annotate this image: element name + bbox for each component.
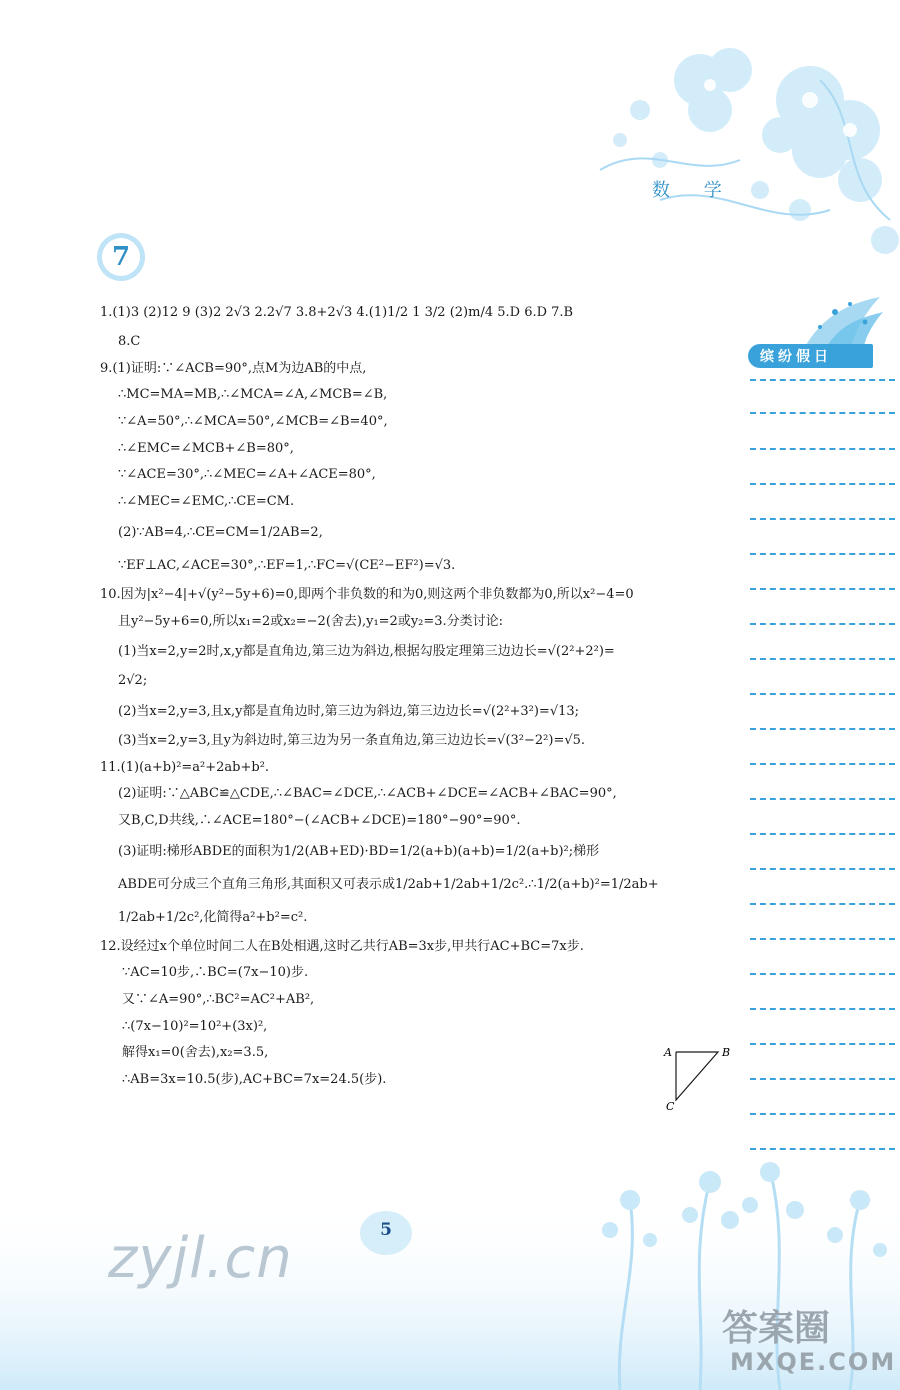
note-line	[750, 623, 895, 625]
note-line	[750, 938, 895, 940]
vertex-label-a: A	[664, 1046, 672, 1059]
answer-line: 2√2;	[118, 673, 148, 689]
note-line	[750, 798, 895, 800]
note-line	[750, 763, 895, 765]
watermark-right-bottom: MXQE.COM	[730, 1348, 897, 1376]
answer-line: 又∵∠A=90°,∴BC²=AC²+AB²,	[122, 992, 315, 1007]
note-line	[750, 1148, 895, 1150]
answer-line: ∵EF⊥AC,∠ACE=30°,∴EF=1,∴FC=√(CE²−EF²)=√3.	[118, 557, 456, 573]
note-line	[750, 1043, 895, 1045]
note-line	[750, 518, 895, 520]
sidebar-label: 缤纷假日	[760, 349, 832, 365]
answer-line: 且y²−5y+6=0,所以x₁=2或x₂=−2(舍去),y₁=2或y₂=3.分类讨论:	[118, 613, 504, 629]
answer-line: ∴(7x−10)²=10²+(3x)²,	[122, 1018, 268, 1034]
answer-line: 又B,C,D共线,∴∠ACE=180°−(∠ACB+∠DCE)=180°−90°=90°.	[118, 812, 521, 828]
note-line	[750, 483, 895, 485]
note-line	[750, 693, 895, 695]
note-line	[750, 379, 895, 381]
answer-line: ∴∠MEC=∠EMC,∴CE=CM.	[118, 494, 295, 510]
note-line	[750, 1078, 895, 1080]
answer-line: (3)证明:梯形ABDE的面积为1/2(AB+ED)·BD=1/2(a+b)(a+b)=1/2(a+b)²;梯形	[118, 843, 600, 859]
answer-line: (2)∵AB=4,∴CE=CM=1/2AB=2,	[118, 524, 323, 540]
note-line	[750, 553, 895, 555]
note-line	[750, 448, 895, 450]
note-line	[750, 973, 895, 975]
subject-title: 数 学	[652, 180, 736, 201]
vertex-label-b: B	[722, 1046, 731, 1059]
answer-line: (3)当x=2,y=3,且y为斜边时,第三边为另一条直角边,第三边边长=√(3²−2²)=√5.	[118, 732, 586, 748]
answer-line: (2)证明:∵△ABC≌△CDE,∴∠BAC=∠DCE,∴∠ACB+∠DCE=∠ACB+∠BAC=90°,	[118, 786, 617, 802]
answer-line: ∵∠A=50°,∴∠MCA=50°,∠MCB=∠B=40°,	[118, 414, 388, 430]
answer-line: (2)当x=2,y=3,且x,y都是直角边时,第三边为斜边,第三边边长=√(2²+3²)=√13;	[118, 703, 580, 719]
note-line	[750, 868, 895, 870]
note-line	[750, 1113, 895, 1115]
note-line	[750, 1008, 895, 1010]
note-line	[750, 658, 895, 660]
answer-content	[100, 296, 740, 1094]
answer-line: ∴MC=MA=MB,∴∠MCA=∠A,∠MCB=∠B,	[118, 387, 388, 403]
watermark-right-top: 答案圈	[722, 1308, 831, 1349]
splash-icon	[795, 292, 885, 352]
note-line	[750, 833, 895, 835]
note-line	[750, 903, 895, 905]
note-line	[750, 412, 895, 414]
answer-line: 8.C	[118, 334, 141, 349]
floral-decoration-top	[560, 40, 900, 290]
right-triangle-figure	[660, 1044, 740, 1116]
answer-line: ABDE可分成三个直角三角形,其面积又可表示成1/2ab+1/2ab+1/2c².∴1/2(a+b)²=1/2ab+	[118, 876, 659, 892]
answer-line: 11.(1)(a+b)²=a²+2ab+b².	[100, 759, 270, 775]
answer-line: ∵∠ACE=30°,∴∠MEC=∠A+∠ACE=80°,	[118, 467, 376, 483]
answer-line: 1/2ab+1/2c²,化简得a²+b²=c².	[118, 909, 308, 925]
answer-line: 9.(1)证明:∵∠ACB=90°,点M为边AB的中点,	[100, 360, 367, 376]
note-line	[750, 728, 895, 730]
answer-line: 解得x₁=0(舍去),x₂=3.5,	[122, 1045, 269, 1061]
answer-line: (1)当x=2,y=2时,x,y都是直角边,第三边为斜边,根据勾股定理第三边边长=√(2²+2²)=	[118, 644, 615, 660]
watermark-left: zyjl.cn	[108, 1226, 293, 1291]
note-line	[750, 588, 895, 590]
page-number: 5	[380, 1220, 392, 1240]
section-number: 7	[111, 242, 131, 272]
answer-line: ∵AC=10步,∴BC=(7x−10)步.	[122, 965, 309, 981]
vertex-label-c: C	[666, 1100, 675, 1113]
answer-line: 1.(1)3 (2)12 9 (3)2 2√3 2.2√7 3.8+2√3 4.(1)1/2 1 3/2 (2)m/4 5.D 6.D 7.B	[100, 305, 574, 320]
answer-line: 10.因为|x²−4|+√(y²−5y+6)=0,即两个非负数的和为0,则这两个非负数都为0,所以x²−4=0	[100, 586, 634, 602]
answer-line: 12.设经过x个单位时间二人在B处相遇,这时乙共行AB=3x步,甲共行AC+BC=7x步.	[100, 938, 584, 954]
answer-line: ∴AB=3x=10.5(步),AC+BC=7x=24.5(步).	[122, 1072, 387, 1088]
answer-line: ∴∠EMC=∠MCB+∠B=80°,	[118, 440, 294, 456]
